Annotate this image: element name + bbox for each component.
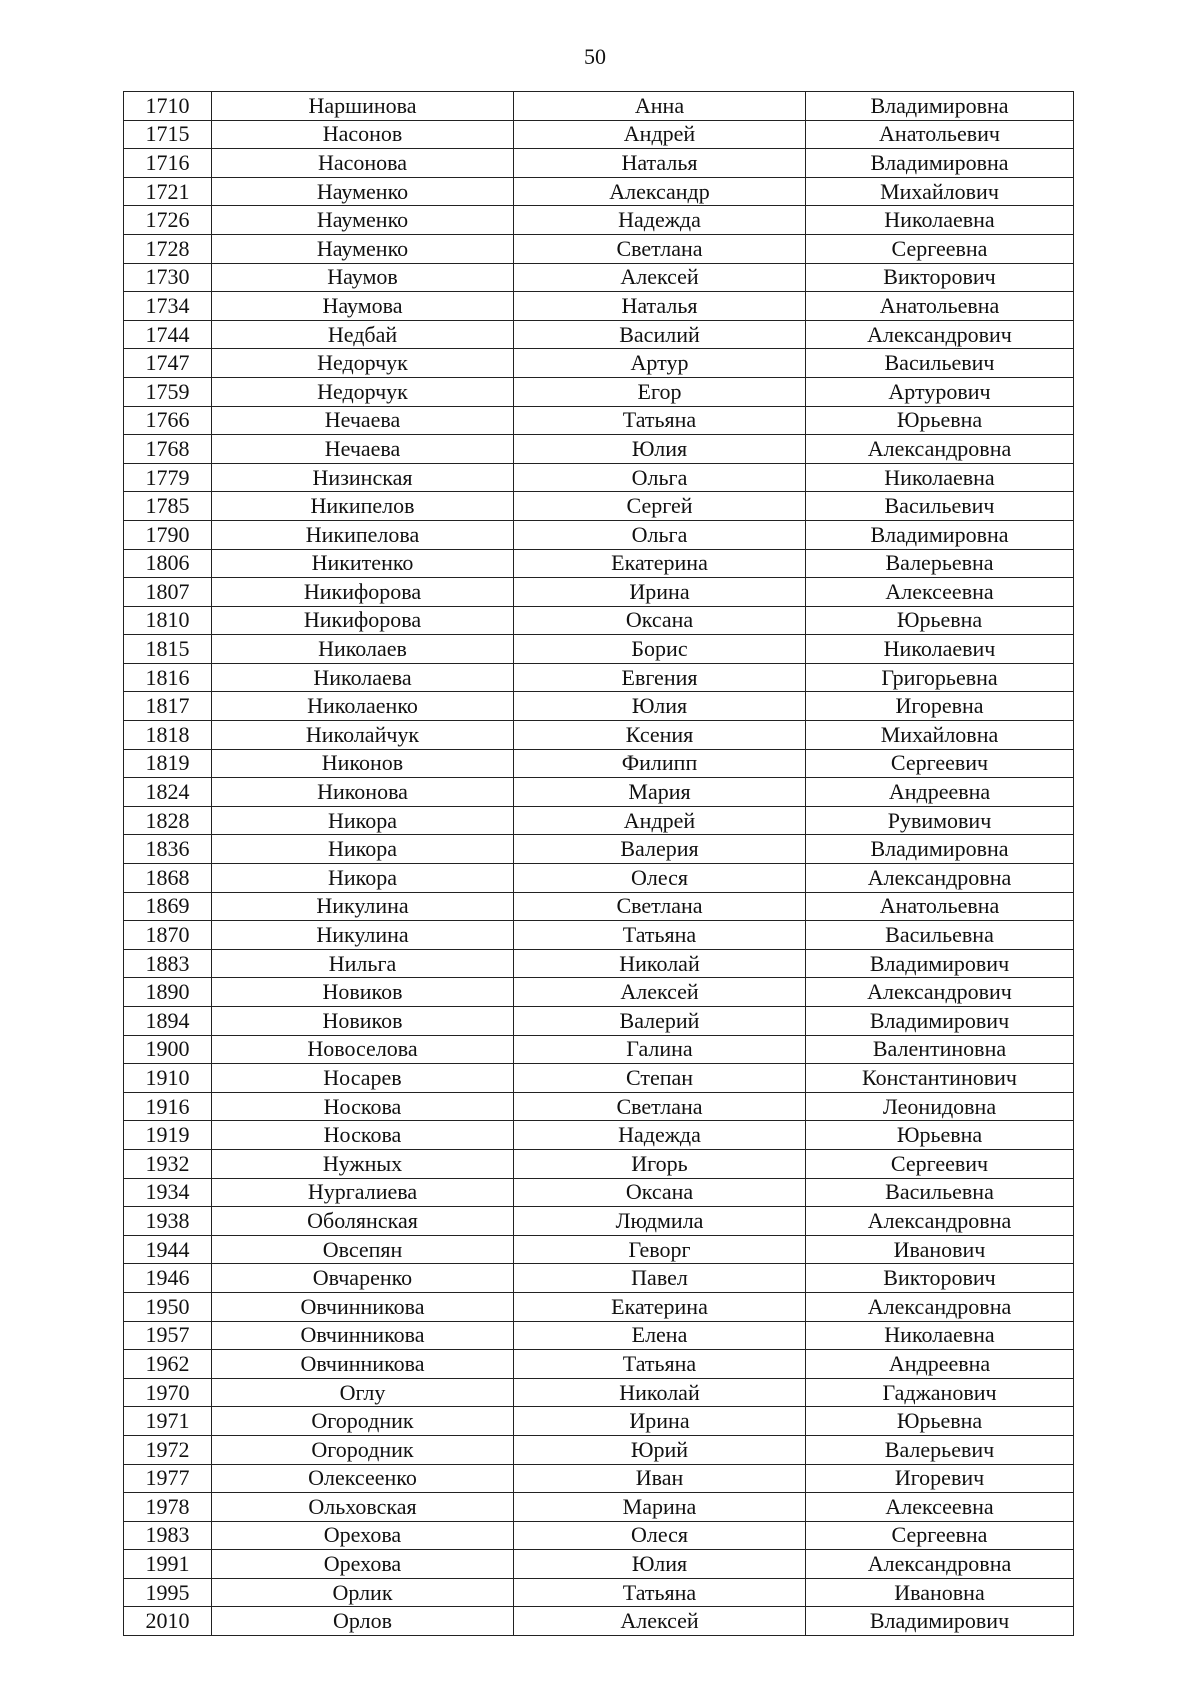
record-number-cell: 1978	[124, 1493, 212, 1522]
first-name-cell: Ольга	[514, 463, 806, 492]
first-name-cell: Александр	[514, 177, 806, 206]
table-row	[124, 1292, 1074, 1321]
record-number-cell: 1721	[124, 177, 212, 206]
roster-body	[124, 92, 1074, 1636]
first-name-cell: Валерия	[514, 835, 806, 864]
first-name-cell: Наталья	[514, 149, 806, 178]
first-name-cell: Олеся	[514, 1521, 806, 1550]
last-name-cell: Носарев	[212, 1064, 514, 1093]
last-name-cell: Нужных	[212, 1149, 514, 1178]
patronymic-cell: Валентиновна	[806, 1035, 1074, 1064]
record-number-cell: 1766	[124, 406, 212, 435]
last-name-cell: Никифорова	[212, 578, 514, 607]
table-row	[124, 463, 1074, 492]
patronymic-cell: Алексеевна	[806, 1493, 1074, 1522]
first-name-cell: Марина	[514, 1493, 806, 1522]
last-name-cell: Овчинникова	[212, 1292, 514, 1321]
patronymic-cell: Константинович	[806, 1064, 1074, 1093]
patronymic-cell: Владимирович	[806, 1607, 1074, 1636]
patronymic-cell: Николаевна	[806, 1321, 1074, 1350]
patronymic-cell: Викторович	[806, 263, 1074, 292]
first-name-cell: Олеся	[514, 864, 806, 893]
first-name-cell: Николай	[514, 1378, 806, 1407]
table-row	[124, 320, 1074, 349]
patronymic-cell: Владимировна	[806, 520, 1074, 549]
patronymic-cell: Леонидовна	[806, 1092, 1074, 1121]
last-name-cell: Олексеенко	[212, 1464, 514, 1493]
last-name-cell: Насонов	[212, 120, 514, 149]
patronymic-cell: Валерьевич	[806, 1435, 1074, 1464]
first-name-cell: Борис	[514, 635, 806, 664]
table-row	[124, 1149, 1074, 1178]
record-number-cell: 1900	[124, 1035, 212, 1064]
table-row	[124, 1178, 1074, 1207]
patronymic-cell: Александровна	[806, 1207, 1074, 1236]
patronymic-cell: Сергеевич	[806, 749, 1074, 778]
record-number-cell: 1971	[124, 1407, 212, 1436]
record-number-cell: 1870	[124, 921, 212, 950]
first-name-cell: Светлана	[514, 234, 806, 263]
table-row	[124, 1435, 1074, 1464]
patronymic-cell: Васильевна	[806, 1178, 1074, 1207]
patronymic-cell: Андреевна	[806, 1350, 1074, 1379]
first-name-cell: Татьяна	[514, 1350, 806, 1379]
last-name-cell: Нургалиева	[212, 1178, 514, 1207]
patronymic-cell: Александрович	[806, 978, 1074, 1007]
table-row	[124, 1464, 1074, 1493]
table-row	[124, 520, 1074, 549]
table-row	[124, 492, 1074, 521]
patronymic-cell: Васильевич	[806, 492, 1074, 521]
patronymic-cell: Сергеевна	[806, 1521, 1074, 1550]
first-name-cell: Андрей	[514, 806, 806, 835]
last-name-cell: Николайчук	[212, 721, 514, 750]
record-number-cell: 1934	[124, 1178, 212, 1207]
first-name-cell: Надежда	[514, 206, 806, 235]
table-row	[124, 1407, 1074, 1436]
first-name-cell: Людмила	[514, 1207, 806, 1236]
last-name-cell: Никулина	[212, 921, 514, 950]
record-number-cell: 1817	[124, 692, 212, 721]
first-name-cell: Татьяна	[514, 921, 806, 950]
table-row	[124, 578, 1074, 607]
last-name-cell: Никора	[212, 835, 514, 864]
record-number-cell: 1790	[124, 520, 212, 549]
patronymic-cell: Иванович	[806, 1235, 1074, 1264]
patronymic-cell: Владимирович	[806, 1007, 1074, 1036]
table-row	[124, 1521, 1074, 1550]
table-row	[124, 1035, 1074, 1064]
first-name-cell: Анна	[514, 92, 806, 121]
table-row	[124, 892, 1074, 921]
record-number-cell: 1932	[124, 1149, 212, 1178]
first-name-cell: Юрий	[514, 1435, 806, 1464]
patronymic-cell: Игоревич	[806, 1464, 1074, 1493]
patronymic-cell: Григорьевна	[806, 663, 1074, 692]
table-row	[124, 149, 1074, 178]
last-name-cell: Овчинникова	[212, 1350, 514, 1379]
patronymic-cell: Владимировна	[806, 149, 1074, 178]
record-number-cell: 1869	[124, 892, 212, 921]
table-row	[124, 406, 1074, 435]
last-name-cell: Новоселова	[212, 1035, 514, 1064]
patronymic-cell: Александровна	[806, 1292, 1074, 1321]
last-name-cell: Огородник	[212, 1435, 514, 1464]
last-name-cell: Науменко	[212, 234, 514, 263]
table-row	[124, 635, 1074, 664]
record-number-cell: 1726	[124, 206, 212, 235]
record-number-cell: 1977	[124, 1464, 212, 1493]
record-number-cell: 1824	[124, 778, 212, 807]
record-number-cell: 2010	[124, 1607, 212, 1636]
table-row	[124, 92, 1074, 121]
first-name-cell: Евгения	[514, 663, 806, 692]
table-row	[124, 1121, 1074, 1150]
first-name-cell: Валерий	[514, 1007, 806, 1036]
last-name-cell: Наумова	[212, 292, 514, 321]
patronymic-cell: Юрьевна	[806, 1121, 1074, 1150]
record-number-cell: 1919	[124, 1121, 212, 1150]
record-number-cell: 1815	[124, 635, 212, 664]
table-row	[124, 1493, 1074, 1522]
first-name-cell: Егор	[514, 377, 806, 406]
first-name-cell: Ксения	[514, 721, 806, 750]
patronymic-cell: Михайлович	[806, 177, 1074, 206]
first-name-cell: Андрей	[514, 120, 806, 149]
table-row	[124, 120, 1074, 149]
table-row	[124, 864, 1074, 893]
record-number-cell: 1728	[124, 234, 212, 263]
table-row	[124, 1064, 1074, 1093]
first-name-cell: Ирина	[514, 1407, 806, 1436]
last-name-cell: Овчинникова	[212, 1321, 514, 1350]
record-number-cell: 1744	[124, 320, 212, 349]
table-row	[124, 234, 1074, 263]
first-name-cell: Светлана	[514, 1092, 806, 1121]
patronymic-cell: Алексеевна	[806, 578, 1074, 607]
first-name-cell: Галина	[514, 1035, 806, 1064]
patronymic-cell: Васильевич	[806, 349, 1074, 378]
table-row	[124, 1007, 1074, 1036]
record-number-cell: 1883	[124, 949, 212, 978]
record-number-cell: 1991	[124, 1550, 212, 1579]
record-number-cell: 1868	[124, 864, 212, 893]
last-name-cell: Орлик	[212, 1578, 514, 1607]
last-name-cell: Наумов	[212, 263, 514, 292]
first-name-cell: Алексей	[514, 978, 806, 1007]
patronymic-cell: Александровна	[806, 864, 1074, 893]
table-row	[124, 177, 1074, 206]
last-name-cell: Никипелов	[212, 492, 514, 521]
record-number-cell: 1785	[124, 492, 212, 521]
table-row	[124, 1264, 1074, 1293]
table-row	[124, 292, 1074, 321]
last-name-cell: Нечаева	[212, 406, 514, 435]
last-name-cell: Насонова	[212, 149, 514, 178]
table-row	[124, 1350, 1074, 1379]
page-number: 50	[584, 44, 606, 69]
patronymic-cell: Владимирович	[806, 949, 1074, 978]
record-number-cell: 1807	[124, 578, 212, 607]
last-name-cell: Низинская	[212, 463, 514, 492]
record-number-cell: 1715	[124, 120, 212, 149]
last-name-cell: Николаева	[212, 663, 514, 692]
first-name-cell: Артур	[514, 349, 806, 378]
first-name-cell: Иван	[514, 1464, 806, 1493]
table-row	[124, 1378, 1074, 1407]
last-name-cell: Никипелова	[212, 520, 514, 549]
record-number-cell: 1747	[124, 349, 212, 378]
last-name-cell: Никулина	[212, 892, 514, 921]
table-row	[124, 349, 1074, 378]
patronymic-cell: Сергеевна	[806, 234, 1074, 263]
table-row	[124, 1235, 1074, 1264]
record-number-cell: 1734	[124, 292, 212, 321]
table-row	[124, 377, 1074, 406]
first-name-cell: Оксана	[514, 1178, 806, 1207]
patronymic-cell: Андреевна	[806, 778, 1074, 807]
record-number-cell: 1828	[124, 806, 212, 835]
patronymic-cell: Юрьевна	[806, 406, 1074, 435]
last-name-cell: Никитенко	[212, 549, 514, 578]
last-name-cell: Орехова	[212, 1550, 514, 1579]
patronymic-cell: Викторович	[806, 1264, 1074, 1293]
patronymic-cell: Николаевич	[806, 635, 1074, 664]
patronymic-cell: Николаевна	[806, 463, 1074, 492]
last-name-cell: Овчаренко	[212, 1264, 514, 1293]
record-number-cell: 1779	[124, 463, 212, 492]
record-number-cell: 1818	[124, 721, 212, 750]
patronymic-cell: Анатольевич	[806, 120, 1074, 149]
table-row	[124, 1207, 1074, 1236]
first-name-cell: Наталья	[514, 292, 806, 321]
table-row	[124, 749, 1074, 778]
table-row	[124, 1550, 1074, 1579]
last-name-cell: Никонов	[212, 749, 514, 778]
record-number-cell: 1970	[124, 1378, 212, 1407]
patronymic-cell: Игоревна	[806, 692, 1074, 721]
first-name-cell: Елена	[514, 1321, 806, 1350]
first-name-cell: Степан	[514, 1064, 806, 1093]
last-name-cell: Науменко	[212, 206, 514, 235]
record-number-cell: 1944	[124, 1235, 212, 1264]
first-name-cell: Алексей	[514, 263, 806, 292]
last-name-cell: Нильга	[212, 949, 514, 978]
record-number-cell: 1957	[124, 1321, 212, 1350]
table-row	[124, 949, 1074, 978]
table-row	[124, 721, 1074, 750]
patronymic-cell: Владимировна	[806, 835, 1074, 864]
last-name-cell: Никора	[212, 806, 514, 835]
roster-table	[123, 91, 1074, 1636]
record-number-cell: 1768	[124, 435, 212, 464]
first-name-cell: Надежда	[514, 1121, 806, 1150]
table-row	[124, 778, 1074, 807]
first-name-cell: Татьяна	[514, 406, 806, 435]
record-number-cell: 1836	[124, 835, 212, 864]
last-name-cell: Овсепян	[212, 1235, 514, 1264]
last-name-cell: Орехова	[212, 1521, 514, 1550]
last-name-cell: Оболянская	[212, 1207, 514, 1236]
last-name-cell: Недорчук	[212, 377, 514, 406]
first-name-cell: Николай	[514, 949, 806, 978]
record-number-cell: 1710	[124, 92, 212, 121]
record-number-cell: 1946	[124, 1264, 212, 1293]
table-row	[124, 549, 1074, 578]
first-name-cell: Юлия	[514, 1550, 806, 1579]
record-number-cell: 1730	[124, 263, 212, 292]
table-row	[124, 206, 1074, 235]
table-row	[124, 978, 1074, 1007]
patronymic-cell: Анатольевна	[806, 892, 1074, 921]
first-name-cell: Игорь	[514, 1149, 806, 1178]
last-name-cell: Николаев	[212, 635, 514, 664]
last-name-cell: Орлов	[212, 1607, 514, 1636]
patronymic-cell: Александровна	[806, 1550, 1074, 1579]
last-name-cell: Новиков	[212, 978, 514, 1007]
table-row	[124, 263, 1074, 292]
first-name-cell: Светлана	[514, 892, 806, 921]
first-name-cell: Юлия	[514, 692, 806, 721]
last-name-cell: Науменко	[212, 177, 514, 206]
first-name-cell: Сергей	[514, 492, 806, 521]
last-name-cell: Огородник	[212, 1407, 514, 1436]
last-name-cell: Никонова	[212, 778, 514, 807]
table-row	[124, 921, 1074, 950]
table-row	[124, 835, 1074, 864]
last-name-cell: Носкова	[212, 1121, 514, 1150]
patronymic-cell: Михайловна	[806, 721, 1074, 750]
record-number-cell: 1806	[124, 549, 212, 578]
record-number-cell: 1995	[124, 1578, 212, 1607]
first-name-cell: Юлия	[514, 435, 806, 464]
record-number-cell: 1910	[124, 1064, 212, 1093]
table-row	[124, 806, 1074, 835]
last-name-cell: Носкова	[212, 1092, 514, 1121]
last-name-cell: Нечаева	[212, 435, 514, 464]
first-name-cell: Ольга	[514, 520, 806, 549]
record-number-cell: 1810	[124, 606, 212, 635]
last-name-cell: Новиков	[212, 1007, 514, 1036]
first-name-cell: Екатерина	[514, 549, 806, 578]
patronymic-cell: Владимировна	[806, 92, 1074, 121]
last-name-cell: Недбай	[212, 320, 514, 349]
last-name-cell: Николаенко	[212, 692, 514, 721]
first-name-cell: Василий	[514, 320, 806, 349]
first-name-cell: Филипп	[514, 749, 806, 778]
patronymic-cell: Юрьевна	[806, 606, 1074, 635]
record-number-cell: 1759	[124, 377, 212, 406]
table-row	[124, 435, 1074, 464]
table-row	[124, 663, 1074, 692]
patronymic-cell: Юрьевна	[806, 1407, 1074, 1436]
record-number-cell: 1890	[124, 978, 212, 1007]
last-name-cell: Наршинова	[212, 92, 514, 121]
last-name-cell: Недорчук	[212, 349, 514, 378]
last-name-cell: Оглу	[212, 1378, 514, 1407]
last-name-cell: Ольховская	[212, 1493, 514, 1522]
first-name-cell: Екатерина	[514, 1292, 806, 1321]
patronymic-cell: Артурович	[806, 377, 1074, 406]
first-name-cell: Татьяна	[514, 1578, 806, 1607]
record-number-cell: 1894	[124, 1007, 212, 1036]
patronymic-cell: Александровна	[806, 435, 1074, 464]
first-name-cell: Оксана	[514, 606, 806, 635]
first-name-cell: Геворг	[514, 1235, 806, 1264]
patronymic-cell: Анатольевна	[806, 292, 1074, 321]
table-row	[124, 1321, 1074, 1350]
patronymic-cell: Николаевна	[806, 206, 1074, 235]
patronymic-cell: Рувимович	[806, 806, 1074, 835]
record-number-cell: 1950	[124, 1292, 212, 1321]
record-number-cell: 1972	[124, 1435, 212, 1464]
record-number-cell: 1819	[124, 749, 212, 778]
record-number-cell: 1962	[124, 1350, 212, 1379]
table-row	[124, 1092, 1074, 1121]
patronymic-cell: Сергеевич	[806, 1149, 1074, 1178]
table-row	[124, 1607, 1074, 1636]
table-row	[124, 606, 1074, 635]
record-number-cell: 1983	[124, 1521, 212, 1550]
last-name-cell: Никифорова	[212, 606, 514, 635]
last-name-cell: Никора	[212, 864, 514, 893]
patronymic-cell: Васильевна	[806, 921, 1074, 950]
record-number-cell: 1938	[124, 1207, 212, 1236]
table-row	[124, 1578, 1074, 1607]
first-name-cell: Мария	[514, 778, 806, 807]
patronymic-cell: Ивановна	[806, 1578, 1074, 1607]
first-name-cell: Алексей	[514, 1607, 806, 1636]
first-name-cell: Ирина	[514, 578, 806, 607]
record-number-cell: 1716	[124, 149, 212, 178]
patronymic-cell: Валерьевна	[806, 549, 1074, 578]
first-name-cell: Павел	[514, 1264, 806, 1293]
table-row	[124, 692, 1074, 721]
patronymic-cell: Гаджанович	[806, 1378, 1074, 1407]
record-number-cell: 1816	[124, 663, 212, 692]
patronymic-cell: Александрович	[806, 320, 1074, 349]
record-number-cell: 1916	[124, 1092, 212, 1121]
